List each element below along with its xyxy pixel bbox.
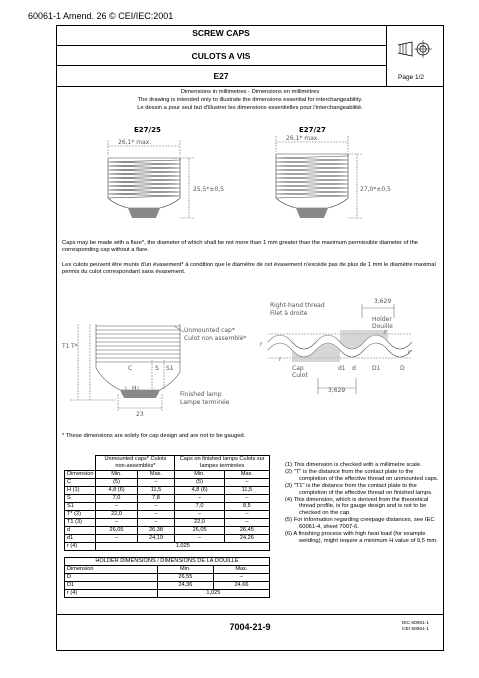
label-holder-d: D — [400, 365, 405, 372]
note-item: (6) A finishing process with high heat load (for example welding), might require a minimum H value of 9,5 mm. — [285, 531, 438, 544]
notes-list — [285, 462, 439, 545]
group-header-finished: Caps on finished lamps Culots sur lampes terminées — [175, 456, 270, 471]
table-cell: 26,38 — [137, 527, 175, 535]
cap-code: E27 — [213, 71, 229, 81]
cap-e27-27 — [276, 136, 362, 218]
column-header: Max. — [213, 566, 269, 574]
cap-elevation-drawings — [56, 118, 444, 228]
table-cell: – — [96, 535, 137, 543]
table-cell: – — [137, 503, 175, 511]
cap-e27-25 — [108, 140, 194, 218]
table-cell: 26,05 — [175, 527, 224, 535]
iec-reference — [402, 621, 429, 633]
pitch-bottom: 3,629 — [328, 387, 346, 394]
table-cell: 11,5 — [137, 487, 175, 495]
table-row — [65, 479, 270, 487]
table-cell: – — [224, 511, 269, 519]
flare-note-en: Caps may be made with a flare*, the diameter of which shall be not more than 1 mm greater than the maximum permissible diameter of the corresponding cap without a flare. — [62, 240, 419, 253]
table-cell: – — [96, 503, 137, 511]
table-cell: – — [213, 574, 269, 582]
height-dim-left: 25,5*±0,5 — [193, 186, 224, 193]
radius-label: r — [384, 329, 387, 336]
table-cell: r (4) — [65, 590, 158, 598]
divider — [56, 65, 386, 66]
dim-23: 23 — [136, 411, 144, 418]
title-en: SCREW CAPS — [192, 28, 250, 38]
table-cell: T* (2) — [65, 511, 96, 519]
table-row — [65, 511, 270, 519]
label-s: S — [155, 365, 159, 372]
table-cell: 7,8 — [137, 495, 175, 503]
radius-label: r — [279, 356, 282, 363]
table-row — [65, 574, 270, 582]
table-cell: 4,8 (6) — [175, 487, 224, 495]
cap-dimensions-table — [64, 455, 270, 551]
table-cell: – — [224, 519, 269, 527]
label-d: d — [352, 365, 356, 372]
table-row — [65, 503, 270, 511]
table-cell: 26,45 — [224, 527, 269, 535]
label-holder-d1: D1 — [372, 365, 381, 372]
table-cell: – — [137, 511, 175, 519]
radius-label: r — [408, 349, 411, 356]
table-row — [65, 519, 270, 527]
note-item: (1) This dimension is checked with a millimetre scale. — [285, 462, 422, 468]
table-title: HOLDER DIMENSIONS / DIMENSIONS DE LA DOUILLE — [65, 558, 270, 566]
table-cell: D1 — [65, 582, 158, 590]
figure-label-e27-27: E27/27 — [299, 126, 326, 134]
gauge-footnote: * These dimensions are solely for cap design and are not to be gauged. — [62, 433, 246, 439]
table-cell: d1 — [65, 535, 96, 543]
table-cell: S1 — [65, 503, 96, 511]
table-cell: 11,5 — [224, 487, 269, 495]
table-cell: 24,19 — [137, 535, 175, 543]
table-cell: 26,55 — [157, 574, 213, 582]
contact-plate-left — [128, 208, 160, 218]
table-row — [65, 487, 270, 495]
table-cell: d — [65, 527, 96, 535]
sheet-code: 7004-21-9 — [229, 622, 271, 632]
iec-ref-fr: CEI 60061-1 — [402, 627, 429, 632]
detail-contact-plate — [120, 390, 160, 398]
thread-fr: Filet à droite — [270, 310, 308, 317]
table-cell: 22,0 — [175, 519, 224, 527]
table-cell: 7,0 — [175, 503, 224, 511]
table-row — [65, 535, 270, 543]
intro-en: The drawing is intended only to illustrate the dimensions essential for interchangeability. — [137, 97, 363, 103]
table-cell: 1,025 — [157, 590, 269, 598]
unmounted-cap-fr: Culot non assemblé* — [184, 335, 247, 342]
table-cell: – — [224, 495, 269, 503]
height-dim-right: 27,0*±0,5 — [360, 186, 391, 193]
table-cell: – — [175, 511, 224, 519]
thread-en: Right-hand thread — [270, 302, 325, 309]
contact-plate-right — [296, 208, 328, 218]
label-t1: T1 — [62, 343, 70, 350]
table-cell: 24,26 — [224, 535, 269, 543]
table-cell: (5) — [96, 479, 137, 487]
table-cell: D — [65, 574, 158, 582]
table-cell: r (4) — [65, 543, 96, 551]
divider — [56, 614, 444, 615]
iec-ref-en: IEC 60061-1 — [402, 621, 429, 626]
table-cell: 8,5 — [224, 503, 269, 511]
table-cell: 22,0 — [96, 511, 137, 519]
figure-label-e27-25: E27/25 — [134, 126, 161, 134]
table-cell: – — [224, 479, 269, 487]
cap-hatch — [292, 343, 340, 362]
table-cell: 7,0 — [96, 495, 137, 503]
pitch-top: 3,629 — [374, 298, 392, 305]
note-item: (3) "T1" is the distance from the contact plate to the completion of the effective thread on finished lamps. — [285, 482, 433, 496]
table-cell: – — [175, 535, 224, 543]
holder-fr: Douille — [372, 323, 393, 330]
divider — [56, 86, 444, 87]
holder-en: Holder — [372, 316, 392, 323]
table-row — [65, 582, 270, 590]
column-header: Min. — [157, 566, 213, 574]
cap-symbol-icon — [392, 36, 438, 62]
note-item: (5) For information regarding creepage distances, see IEC 60061-4, sheet 7007-6. — [285, 517, 435, 531]
width-dim-left: 26,1* max. — [118, 139, 152, 146]
table-cell: 24,36 — [157, 582, 213, 590]
table-cell: – — [175, 495, 224, 503]
group-header-unmounted: Unmounted caps* Culots non-assemblés* — [96, 456, 175, 471]
column-header: Dimension — [65, 566, 158, 574]
finished-lamp-en: Finished lamp — [180, 391, 222, 398]
unmounted-cap-en: Unmounted cap* — [184, 327, 235, 334]
table-cell: 1,025 — [96, 543, 270, 551]
note-item: (2) "T" is the distance from the contact plate to the completion of the effective thread on unmounted caps. — [285, 468, 439, 482]
column-header: Dimension — [65, 471, 96, 479]
holder-dimensions-table — [64, 557, 270, 598]
width-dim-right: 26,1* max. — [286, 135, 320, 142]
table-cell: T1 (3) — [65, 519, 96, 527]
label-h: H — [132, 385, 137, 392]
cap-en: Cap — [292, 365, 304, 372]
holder-hatch — [340, 330, 388, 349]
finished-lamp-fr: Lampe terminée — [180, 399, 230, 406]
radius-label: r — [260, 341, 263, 348]
label-s1: S1 — [166, 365, 174, 372]
divider — [56, 45, 386, 46]
table-cell: H (1) — [65, 487, 96, 495]
cap-detail-drawings — [56, 290, 444, 418]
table-cell: – — [137, 479, 175, 487]
dimensions-unit: Dimensions in millimetres - Dimensions en millimètres — [180, 89, 320, 95]
cap-fr: Culot — [292, 372, 308, 379]
table-row — [65, 495, 270, 503]
table-cell: – — [137, 519, 175, 527]
title-fr: CULOTS A VIS — [191, 51, 251, 61]
label-c: C — [128, 365, 133, 372]
table-cell: C — [65, 479, 96, 487]
note-item: (4) This dimension, which is derived from the theoretical thread profile, is for gauge design and is not to be checked on the cap. — [285, 496, 429, 517]
column-header: Min. — [96, 471, 137, 479]
column-header: Max. — [137, 471, 175, 479]
table-cell: 26,05 — [96, 527, 137, 535]
page-number: Page 1/2 — [398, 74, 425, 81]
table-cell: – — [96, 519, 137, 527]
document-reference: 60061-1 Amend. 26 © CEI/IEC:2001 — [28, 11, 174, 21]
table-cell: (5) — [175, 479, 224, 487]
flare-note-fr: Les culots peuvent être munis d'un évasement* à condition que le diamètre de cet évasement n'excède pas de plus de 1 mm le diamètre maximal permis du culot correspondant sans évasement. — [62, 262, 436, 275]
column-header: Min. — [175, 471, 224, 479]
table-row — [65, 527, 270, 535]
table-cell: 4,8 (6) — [96, 487, 137, 495]
table-cell: S — [65, 495, 96, 503]
column-header: Max. — [224, 471, 269, 479]
table-cell: 24,66 — [213, 582, 269, 590]
intro-fr: Le dessin a pour seul but d'illustrer les dimensions essentielles pour l'interchangeabilité. — [137, 105, 363, 111]
label-t: T* — [71, 343, 78, 350]
label-d1: d1 — [338, 365, 346, 372]
divider — [386, 25, 387, 86]
